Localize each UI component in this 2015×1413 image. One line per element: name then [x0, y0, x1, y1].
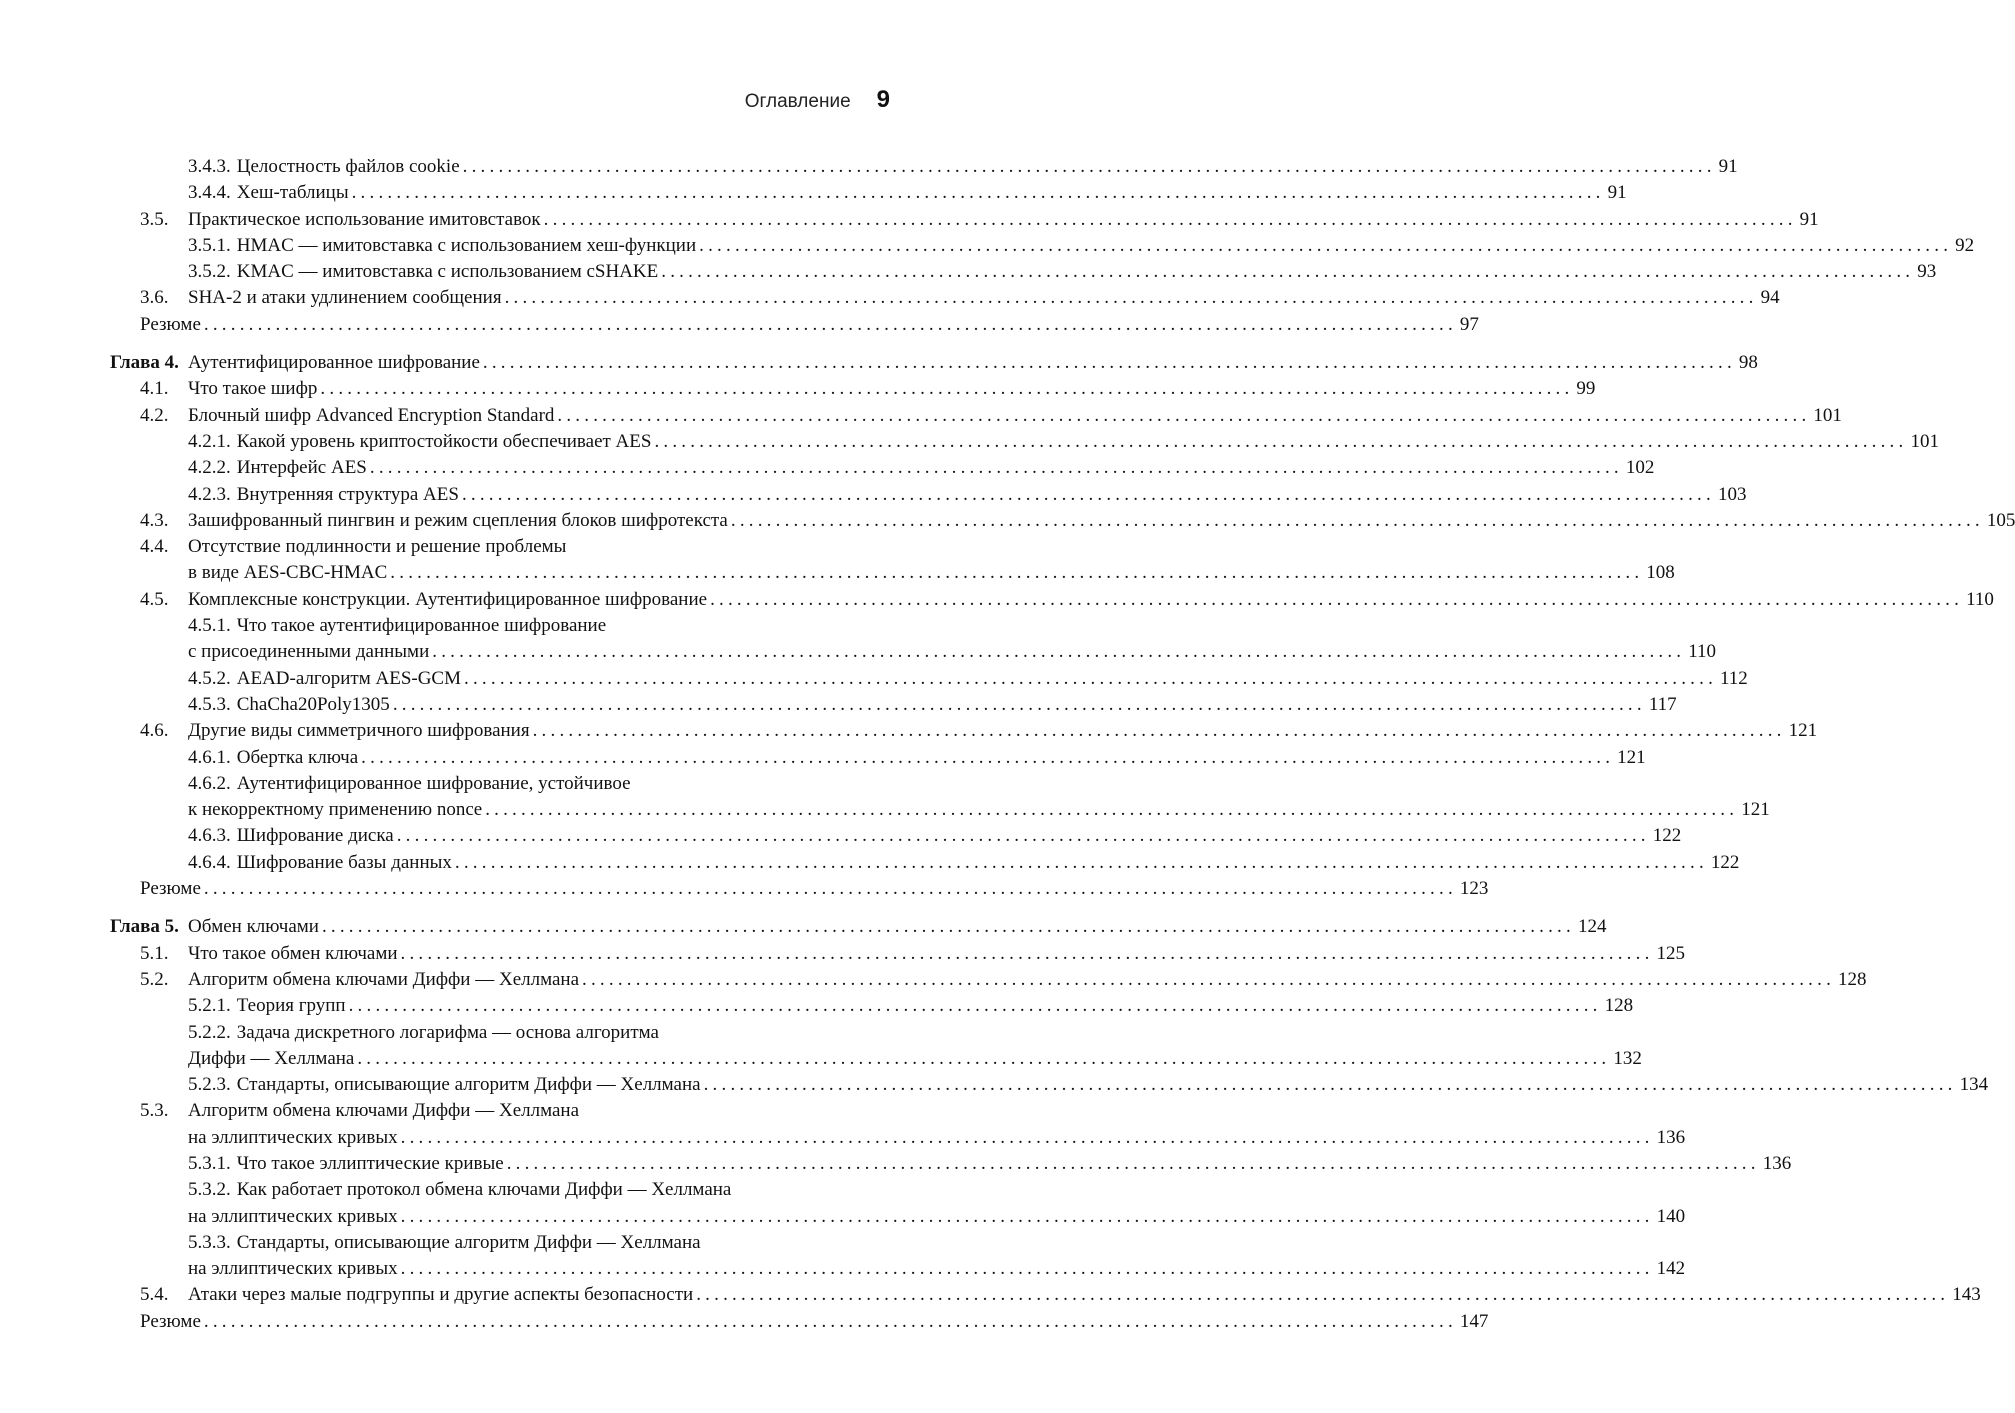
- toc-leader-row: [188, 745, 1646, 771]
- page-ref: 97: [1459, 313, 1479, 335]
- page-ref: 103: [1717, 483, 1747, 505]
- entry-title: Практическое использование имитовставок: [188, 208, 541, 230]
- entry-title: Резюме: [140, 313, 201, 335]
- toc-leader-row: [188, 1204, 1686, 1230]
- toc-leader-row: [140, 876, 1489, 902]
- toc-leader-row: [188, 233, 1975, 259]
- running-head: [745, 86, 890, 114]
- dot-leader: ............................................................................................................................................: [485, 799, 1739, 821]
- dot-leader: ............................................................................................................................................: [357, 1047, 1611, 1069]
- page-ref: 98: [1738, 352, 1758, 374]
- page-ref: 91: [1607, 182, 1627, 204]
- toc-leader-row: [188, 376, 1596, 402]
- toc-leader-row: [188, 1282, 1981, 1308]
- entry-title: Комплексные конструкции. Аутентифицированное шифрование: [188, 588, 708, 610]
- subsection-number: 4.5.2.: [188, 667, 231, 689]
- toc-entry[interactable]: [0, 1177, 1686, 1230]
- page-ref: 143: [1952, 1284, 1981, 1306]
- toc-entry[interactable]: [0, 823, 1682, 849]
- toc-entry[interactable]: [0, 455, 1655, 481]
- toc-entry[interactable]: [0, 482, 1747, 508]
- entry-title: Что такое аутентифицированное шифрование: [236, 615, 607, 637]
- toc-summary-entry[interactable]: [0, 876, 1489, 902]
- toc-entry[interactable]: [0, 771, 1770, 824]
- section-number: 5.4.: [140, 1284, 169, 1306]
- entry-title-line: [188, 1098, 579, 1124]
- entry-title: HMAC — имитовставка с использованием хеш-функции: [236, 234, 697, 256]
- section-number: 5.2.: [140, 968, 169, 990]
- toc-entry[interactable]: [0, 967, 1867, 993]
- dot-leader: ............................................................................................................................................: [400, 942, 1654, 964]
- toc-entry[interactable]: [0, 1230, 1686, 1283]
- toc-leader-row: [188, 1151, 1792, 1177]
- entry-title: Стандарты, описывающие алгоритм Диффи — Хеллмана: [236, 1231, 701, 1253]
- dot-leader: ............................................................................................................................................: [390, 562, 1644, 584]
- entry-title: ChaCha20Poly1305: [236, 693, 390, 715]
- page-ref: 101: [1910, 430, 1939, 452]
- dot-leader: ............................................................................................................................................: [203, 878, 1457, 900]
- section-number: 5.1.: [140, 942, 169, 964]
- toc-entry[interactable]: [0, 993, 1634, 1019]
- page-ref: 124: [1577, 916, 1607, 938]
- page-ref: 147: [1459, 1310, 1489, 1332]
- toc-leader-row: [188, 207, 1819, 233]
- entry-title-line: [188, 1177, 731, 1203]
- toc-entry[interactable]: [0, 850, 1740, 876]
- entry-title: Как работает протокол обмена ключами Диффи — Хеллмана: [236, 1179, 732, 1201]
- toc-entry[interactable]: [0, 508, 2015, 534]
- toc-leader-row: [188, 587, 1994, 613]
- page-ref: 132: [1613, 1047, 1642, 1069]
- entry-title: Что такое шифр: [188, 378, 318, 400]
- page-ref: 136: [1656, 1126, 1686, 1148]
- page-ref: 110: [1966, 588, 1994, 610]
- toc-leader-row: [188, 941, 1686, 967]
- page-ref: 99: [1576, 378, 1596, 400]
- dot-leader: ............................................................................................................................................: [454, 851, 1708, 873]
- dot-leader: ............................................................................................................................................: [461, 483, 1715, 505]
- subsection-number: 5.3.3.: [188, 1231, 231, 1253]
- toc-entry[interactable]: [0, 613, 1717, 666]
- page-ref: 121: [1741, 799, 1770, 821]
- subsection-number: 5.3.1.: [188, 1152, 231, 1174]
- dot-leader: ............................................................................................................................................: [699, 234, 1953, 256]
- entry-title: Шифрование диска: [236, 825, 394, 847]
- entry-title: Другие виды симметричного шифрования: [188, 720, 530, 742]
- subsection-number: 4.6.3.: [188, 825, 231, 847]
- toc-leader-row: [188, 666, 1748, 692]
- dot-leader: ............................................................................................................................................: [710, 588, 1964, 610]
- entry-title: на эллиптических кривых: [188, 1205, 398, 1227]
- dot-leader: ............................................................................................................................................: [321, 916, 1575, 938]
- page-ref: 122: [1710, 851, 1740, 873]
- toc-leader-row: [140, 1309, 1489, 1335]
- entry-title: Зашифрованный пингвин и режим сцепления блоков шифротекста: [188, 509, 728, 531]
- dot-leader: ............................................................................................................................................: [361, 746, 1615, 768]
- subsection-number: 3.4.3.: [188, 156, 231, 177]
- page-ref: 134: [1959, 1074, 1989, 1096]
- dot-leader: ............................................................................................................................................: [532, 720, 1786, 742]
- entry-title: Интерфейс AES: [236, 457, 367, 479]
- toc-entry[interactable]: [0, 207, 1819, 233]
- toc-entry[interactable]: [0, 1072, 1989, 1098]
- toc-leader-row: [188, 429, 1939, 455]
- dot-leader: ............................................................................................................................................: [730, 509, 1984, 531]
- toc-entry[interactable]: [0, 1020, 1642, 1073]
- dot-leader: ............................................................................................................................................: [504, 287, 1758, 309]
- dot-leader: ............................................................................................................................................: [464, 667, 1718, 689]
- toc-entry[interactable]: [0, 285, 1780, 311]
- subsection-number: 4.2.1.: [188, 430, 231, 452]
- subsection-number: 5.2.1.: [188, 995, 231, 1017]
- entry-title: к некорректному применению nonce: [188, 799, 483, 821]
- toc-leader-row: [188, 993, 1634, 1019]
- page-ref: 128: [1838, 968, 1867, 990]
- toc-leader-row: [188, 718, 1818, 744]
- page-ref: 123: [1459, 878, 1489, 900]
- page-ref: 102: [1625, 457, 1655, 479]
- entry-title: Что такое обмен ключами: [188, 942, 398, 964]
- toc-entry[interactable]: [0, 233, 1975, 259]
- dot-leader: ............................................................................................................................................: [369, 457, 1623, 479]
- toc-leader-row: [188, 639, 1717, 665]
- subsection-number: 4.5.1.: [188, 615, 231, 637]
- page-ref: 140: [1656, 1205, 1686, 1227]
- toc-summary-entry[interactable]: [0, 312, 1479, 338]
- toc-entry[interactable]: [0, 1282, 1981, 1308]
- subsection-number: 5.2.3.: [188, 1074, 231, 1096]
- toc-entry[interactable]: [0, 376, 1596, 402]
- toc-entry[interactable]: [0, 666, 1748, 692]
- dot-leader: ............................................................................................................................................: [392, 693, 1646, 715]
- toc-entry[interactable]: [0, 259, 1937, 285]
- subsection-number: 4.5.3.: [188, 693, 231, 715]
- dot-leader: ............................................................................................................................................: [320, 378, 1574, 400]
- toc-entry[interactable]: [0, 587, 1994, 613]
- toc-entry[interactable]: [0, 941, 1686, 967]
- toc-entry[interactable]: [0, 718, 1818, 744]
- subsection-number: 3.4.4.: [188, 182, 231, 204]
- entry-title-line: [188, 771, 631, 797]
- page-ref: 142: [1656, 1258, 1686, 1280]
- entry-title: Алгоритм обмена ключами Диффи — Хеллмана: [188, 1100, 580, 1122]
- subsection-number: 4.6.4.: [188, 851, 231, 873]
- dot-leader: ............................................................................................................................................: [462, 156, 1716, 177]
- page-ref: 101: [1813, 404, 1842, 426]
- section-number: 4.6.: [140, 720, 169, 742]
- toc-summary-entry[interactable]: [0, 1309, 1489, 1335]
- dot-leader: ............................................................................................................................................: [654, 430, 1908, 452]
- dot-leader: ............................................................................................................................................: [557, 404, 1811, 426]
- entry-title: Обертка ключа: [236, 746, 359, 768]
- subsection-number: 4.6.1.: [188, 746, 231, 768]
- entry-title: Задача дискретного логарифма — основа алгоритма: [236, 1021, 659, 1043]
- page-ref: 122: [1652, 825, 1682, 847]
- dot-leader: ............................................................................................................................................: [348, 995, 1602, 1017]
- entry-title: Аутентифицированное шифрование, устойчивое: [236, 772, 631, 794]
- toc-leader-row: [188, 692, 1677, 718]
- page-ref: 91: [1718, 156, 1738, 177]
- entry-title-line: [188, 1020, 659, 1046]
- page-ref: 91: [1799, 208, 1819, 230]
- subsection-number: 4.2.2.: [188, 457, 231, 479]
- entry-title: на эллиптических кривых: [188, 1126, 398, 1148]
- dot-leader: ............................................................................................................................................: [703, 1074, 1957, 1096]
- chapter-number: Глава 5.: [110, 916, 179, 938]
- page-ref: 125: [1656, 942, 1686, 964]
- table-of-contents: [0, 154, 2015, 1335]
- toc-leader-row: [188, 797, 1770, 823]
- section-number: 4.5.: [140, 588, 169, 610]
- page-ref: 93: [1917, 261, 1937, 283]
- toc-leader-row: [188, 1256, 1686, 1282]
- entry-title: AEAD-алгоритм AES-GCM: [236, 667, 462, 689]
- dot-leader: ............................................................................................................................................: [400, 1258, 1654, 1280]
- entry-title: SHA-2 и атаки удлинением сообщения: [188, 287, 502, 309]
- toc-leader-row: [188, 259, 1937, 285]
- section-number: 4.4.: [140, 536, 169, 558]
- section-number: 3.6.: [140, 287, 169, 309]
- toc-leader-row: [188, 180, 1627, 206]
- dot-leader: ............................................................................................................................................: [482, 352, 1736, 374]
- toc-leader-row: [188, 482, 1747, 508]
- toc-leader-row: [188, 823, 1682, 849]
- chapter-number: Глава 4.: [110, 352, 179, 374]
- toc-entry[interactable]: [0, 1151, 1792, 1177]
- dot-leader: ............................................................................................................................................: [351, 182, 1605, 204]
- toc-leader-row: [188, 560, 1675, 586]
- entry-title-line: [188, 1230, 701, 1256]
- subsection-number: 3.5.1.: [188, 234, 231, 256]
- entry-title: Хеш-таблицы: [236, 182, 349, 204]
- page-ref: 112: [1720, 667, 1748, 689]
- toc-entry[interactable]: [0, 403, 1842, 429]
- section-number: 4.2.: [140, 404, 169, 426]
- entry-title: на эллиптических кривых: [188, 1258, 398, 1280]
- page-ref: 94: [1760, 287, 1780, 309]
- dot-leader: ............................................................................................................................................: [203, 1310, 1457, 1332]
- toc-leader-row: [188, 508, 2015, 534]
- running-head-title: Оглавление: [744, 91, 851, 112]
- entry-title: Шифрование базы данных: [236, 851, 452, 873]
- subsection-number: 5.3.2.: [188, 1179, 231, 1201]
- toc-entry[interactable]: [0, 534, 1675, 587]
- toc-leader-row: [188, 914, 1607, 940]
- section-number: 5.3.: [140, 1100, 169, 1122]
- dot-leader: ............................................................................................................................................: [696, 1284, 1950, 1306]
- toc-leader-row: [188, 850, 1740, 876]
- section-number: 4.3.: [140, 509, 169, 531]
- toc-entry[interactable]: [0, 692, 1677, 718]
- subsection-number: 4.6.2.: [188, 772, 231, 794]
- subsection-number: 5.2.2.: [188, 1021, 231, 1043]
- page-ref: 92: [1955, 234, 1975, 256]
- page-ref: 136: [1762, 1152, 1792, 1174]
- page-ref: 117: [1648, 693, 1677, 715]
- entry-title: Алгоритм обмена ключами Диффи — Хеллмана: [188, 968, 580, 990]
- entry-title: Теория групп: [236, 995, 346, 1017]
- toc-leader-row: [140, 312, 1479, 338]
- entry-title: Внутренняя структура AES: [236, 483, 459, 505]
- toc-leader-row: [188, 285, 1780, 311]
- toc-entry[interactable]: [0, 180, 1627, 206]
- dot-leader: ............................................................................................................................................: [432, 641, 1686, 663]
- dot-leader: ............................................................................................................................................: [661, 261, 1915, 283]
- entry-title-line: [188, 534, 566, 560]
- toc-entry[interactable]: [0, 1098, 1686, 1151]
- dot-leader: ............................................................................................................................................: [396, 825, 1650, 847]
- page-ref: 110: [1688, 641, 1717, 663]
- entry-title: KMAC — имитовставка с использованием cSHAKE: [236, 261, 659, 283]
- section-number: 4.1.: [140, 378, 169, 400]
- page-ref: 121: [1617, 746, 1646, 768]
- toc-leader-row: [188, 967, 1867, 993]
- toc-chapter-entry[interactable]: [0, 350, 1758, 376]
- subsection-number: 3.5.2.: [188, 261, 231, 283]
- entry-title: Аутентифицированное шифрование: [188, 352, 480, 374]
- dot-leader: ............................................................................................................................................: [400, 1205, 1654, 1227]
- dot-leader: ............................................................................................................................................: [543, 208, 1797, 230]
- entry-title: Какой уровень криптостойкости обеспечивает AES: [236, 430, 652, 452]
- toc-entry[interactable]: [0, 745, 1646, 771]
- entry-title: Резюме: [140, 1310, 201, 1332]
- entry-title: в виде AES-CBC-HMAC: [188, 562, 388, 584]
- entry-title: Атаки через малые подгруппы и другие аспекты безопасности: [188, 1284, 694, 1306]
- section-number: 3.5.: [140, 208, 169, 230]
- entry-title: Диффи — Хеллмана: [188, 1047, 355, 1069]
- toc-leader-row: [188, 1072, 1989, 1098]
- toc-entry[interactable]: [0, 154, 1738, 180]
- dot-leader: ............................................................................................................................................: [400, 1126, 1654, 1148]
- dot-leader: ............................................................................................................................................: [203, 313, 1457, 335]
- entry-title: Резюме: [140, 878, 201, 900]
- subsection-number: 4.2.3.: [188, 483, 231, 505]
- toc-entry[interactable]: [0, 429, 1939, 455]
- dot-leader: ............................................................................................................................................: [582, 968, 1836, 990]
- entry-title: Блочный шифр Advanced Encryption Standard: [188, 404, 555, 426]
- toc-chapter-entry[interactable]: [0, 914, 1607, 940]
- page-number: 9: [876, 86, 890, 113]
- page-ref: 128: [1604, 995, 1634, 1017]
- page-ref: 105: [1986, 509, 2015, 531]
- toc-leader-row: [188, 350, 1758, 376]
- toc-leader-row: [188, 403, 1842, 429]
- toc-leader-row: [188, 455, 1655, 481]
- entry-title: Что такое эллиптические кривые: [236, 1152, 504, 1174]
- toc-leader-row: [188, 1125, 1686, 1151]
- entry-title: Отсутствие подлинности и решение проблемы: [188, 536, 567, 558]
- entry-title: Стандарты, описывающие алгоритм Диффи — Хеллмана: [236, 1074, 701, 1096]
- entry-title-line: [188, 613, 606, 639]
- entry-title: Целостность файлов cookie: [236, 156, 460, 177]
- entry-title: с присоединенными данными: [188, 641, 430, 663]
- page-ref: 121: [1788, 720, 1818, 742]
- toc-leader-row: [188, 154, 1738, 180]
- page-ref: 108: [1646, 562, 1675, 584]
- dot-leader: ............................................................................................................................................: [506, 1152, 1760, 1174]
- toc-leader-row: [188, 1046, 1642, 1072]
- entry-title: Обмен ключами: [188, 916, 319, 938]
